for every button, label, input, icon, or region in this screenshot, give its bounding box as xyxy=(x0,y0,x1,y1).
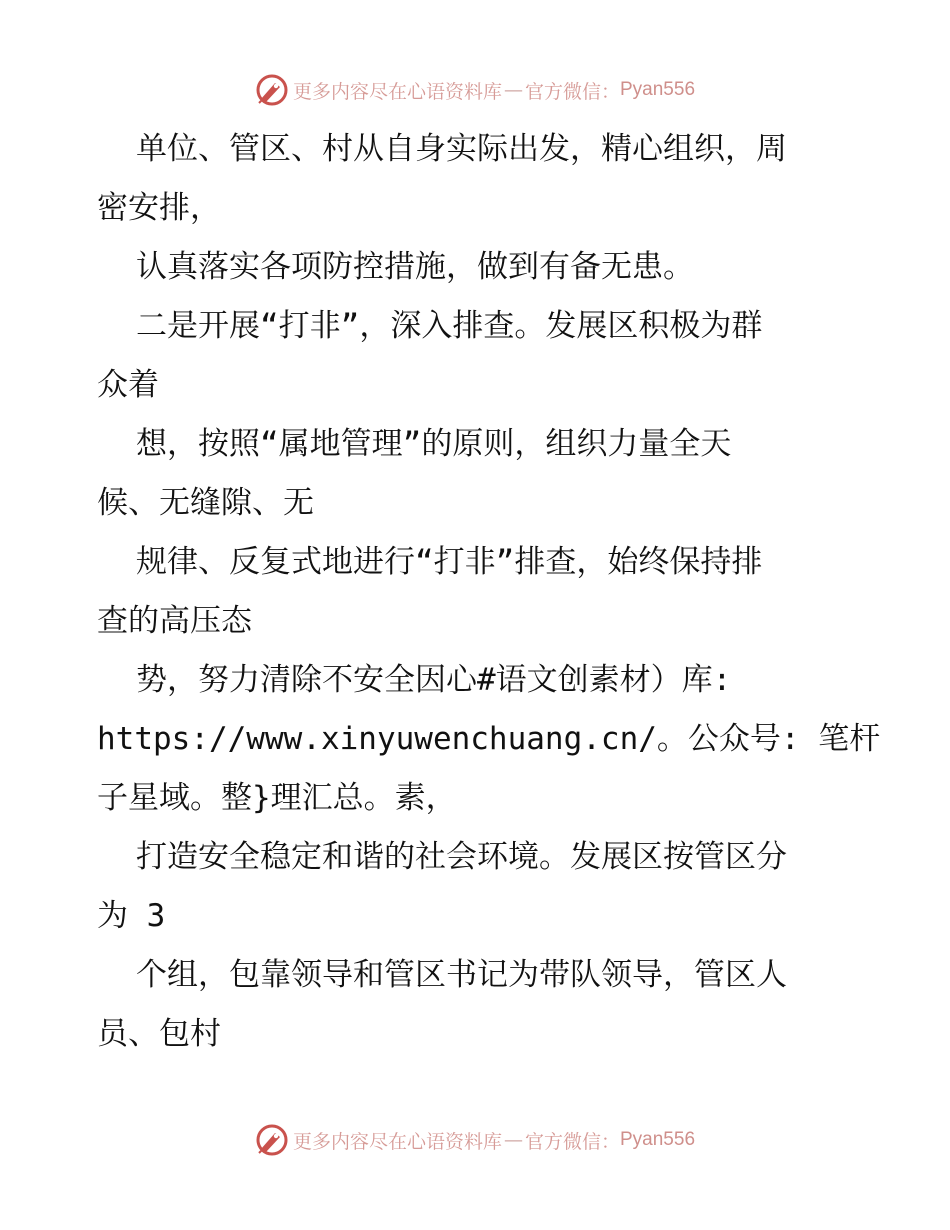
pen-nib-circle-icon xyxy=(255,1123,289,1157)
text-line: 为 3 xyxy=(97,898,166,934)
text-line: 二是开展“打非”，深入排查。发展区积极为群 xyxy=(136,308,763,344)
document-body xyxy=(97,120,881,1064)
header-banner-text: 更多内容尽在心语资料库 xyxy=(292,80,502,103)
text-line: 众着 xyxy=(97,367,159,403)
footer-banner-text: 更多内容尽在心语资料库 xyxy=(292,1130,502,1153)
text-line: 密安排， xyxy=(97,190,221,226)
header-banner-label: 官方微信： xyxy=(524,80,620,103)
header-banner-id: Pyan556 xyxy=(620,79,696,100)
text-line: 认真落实各项防控措施，做到有备无患。 xyxy=(136,249,694,285)
text-line: 子星域。整}理汇总。素， xyxy=(97,780,457,816)
pen-nib-circle-icon xyxy=(255,73,289,107)
footer-banner-id: Pyan556 xyxy=(620,1129,696,1150)
footer-banner-label: 官方微信： xyxy=(524,1130,620,1153)
text-line: 员、包村 xyxy=(97,1016,221,1052)
text-line: 势，努力清除不安全因心#语文创素材）库: xyxy=(136,662,732,698)
header-banner-separator: — xyxy=(503,79,523,101)
text-line: 查的高压态 xyxy=(97,603,252,639)
text-line: 规律、反复式地进行“打非”排查，始终保持排 xyxy=(136,544,763,580)
text-line: https://www.xinyuwenchuang.cn/。公众号: 笔杆 xyxy=(97,721,881,757)
footer-banner xyxy=(0,1122,950,1158)
text-line: 想，按照“属地管理”的原则，组织力量全天 xyxy=(136,426,732,462)
text-line: 个组，包靠领导和管区书记为带队领导，管区人 xyxy=(136,957,787,993)
footer-banner-separator: — xyxy=(503,1129,523,1151)
header-banner xyxy=(0,72,950,108)
text-line: 候、无缝隙、无 xyxy=(97,485,314,521)
text-line: 打造安全稳定和谐的社会环境。发展区按管区分 xyxy=(136,839,787,875)
text-line: 单位、管区、村从自身实际出发，精心组织，周 xyxy=(136,131,787,167)
